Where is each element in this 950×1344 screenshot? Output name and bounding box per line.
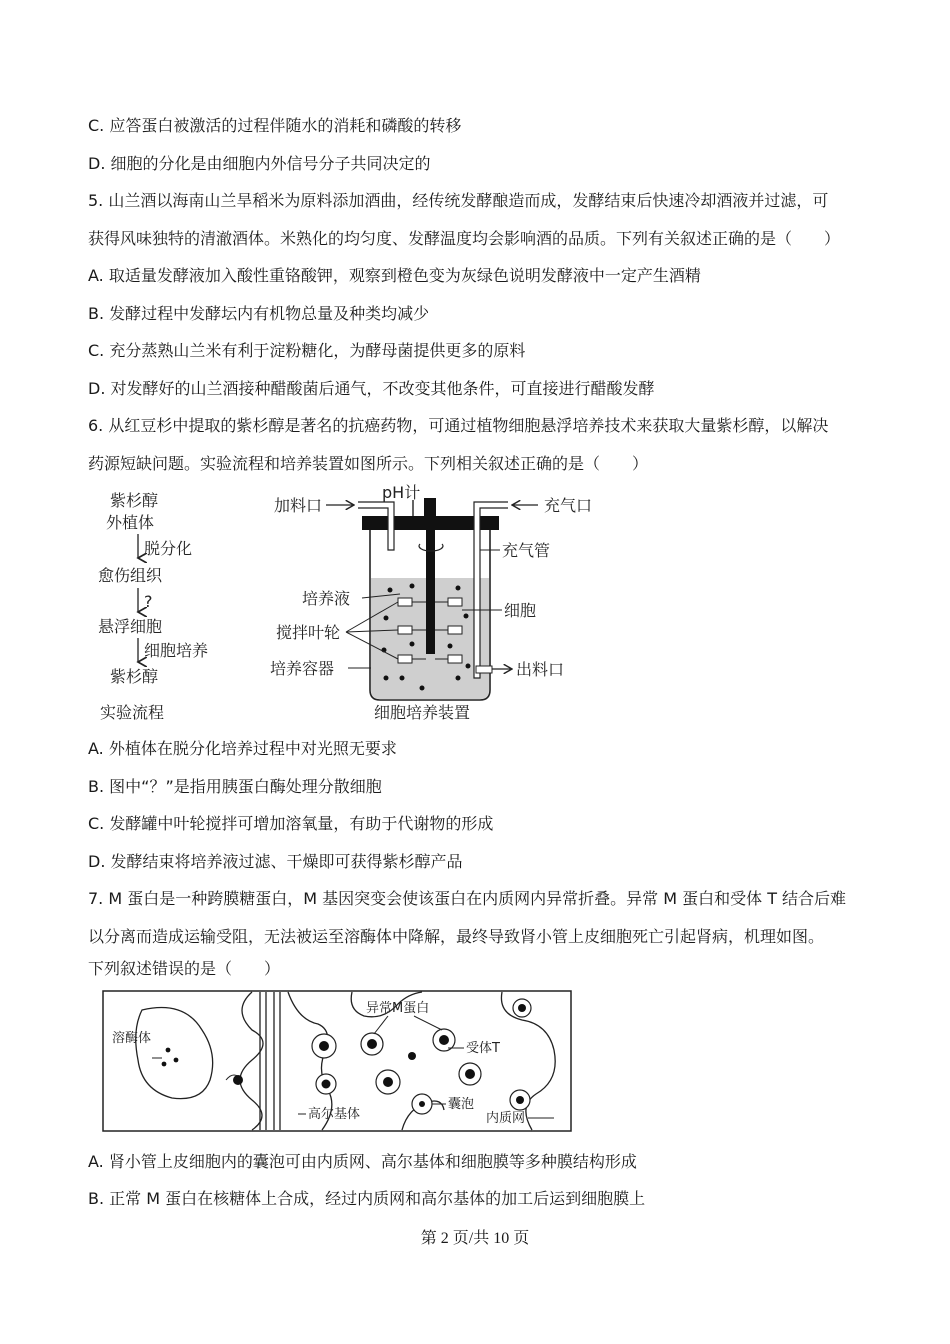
- q7-stem-line1: 7. M 蛋白是一种跨膜糖蛋白，M 基因突变会使该蛋白在内质网内异常折叠。异常 M 蛋白和受体 T 结合后难: [88, 889, 847, 908]
- flow-step-callus: 愈伤组织: [98, 566, 163, 585]
- flow-step-explant-line1: 紫杉醇: [110, 491, 159, 510]
- gas-inlet-label: 充气口: [544, 496, 593, 515]
- flow-step-explant-line2: 外植体: [106, 513, 155, 532]
- receptor-t-label: 受体T: [466, 1041, 500, 1056]
- q5-option-b: B. 发酵过程中发酵坛内有机物总量及种类均减少: [88, 304, 430, 323]
- er-label: 内质网: [486, 1111, 526, 1126]
- flow-arrow-label-cell-culture: 细胞培养: [144, 641, 209, 660]
- q7-option-a: A. 肾小管上皮细胞内的囊泡可由内质网、高尔基体和细胞膜等多种膜结构形成: [88, 1152, 637, 1171]
- page-number-footer: 第 2 页/共 10 页: [420, 1230, 530, 1247]
- gas-tube-label: 充气管: [502, 541, 551, 560]
- flow-arrow-label-question: ?: [144, 592, 153, 611]
- feed-inlet-label: 加料口: [274, 496, 323, 515]
- q4-option-c: C. 应答蛋白被激活的过程伴随水的消耗和磷酸的转移: [88, 116, 462, 135]
- flow-step-taxol: 紫杉醇: [110, 667, 159, 686]
- q5-stem-line1: 5. 山兰酒以海南山兰旱稻米为原料添加酒曲，经传统发酵酿造而成，发酵结束后快速冷却酒液并过滤，可: [88, 191, 829, 210]
- impeller-label: 搅拌叶轮: [276, 623, 341, 642]
- q5-option-d: D. 对发酵好的山兰酒接种醋酸菌后通气，不改变其他条件，可直接进行醋酸发酵: [88, 379, 655, 398]
- ph-meter-label: pH计: [382, 483, 421, 502]
- flow-step-suspension-cells: 悬浮细胞: [98, 617, 163, 636]
- q5-option-a: A. 取适量发酵液加入酸性重铬酸钾，观察到橙色变为灰绿色说明发酵液中一定产生酒精: [88, 266, 701, 285]
- q7-stem-line3: 下列叙述错误的是（ ）: [88, 959, 281, 978]
- vessel-label: 培养容器: [270, 659, 335, 678]
- q7-option-b: B. 正常 M 蛋白在核糖体上合成，经过内质网和高尔基体的加工后运到细胞膜上: [88, 1189, 646, 1208]
- flow-caption: 实验流程: [100, 703, 165, 722]
- flow-arrow-label-dedifferentiation: 脱分化: [144, 539, 193, 558]
- mechanism-diagram: [102, 990, 572, 1132]
- q5-stem-line2: 获得风味独特的清澈酒体。米熟化的均匀度、发酵温度均会影响酒的品质。下列有关叙述正确的是（ ）: [88, 229, 841, 248]
- apparatus-caption: 细胞培养装置: [374, 703, 471, 720]
- outlet-label: 出料口: [516, 660, 565, 679]
- vesicle-label: 囊泡: [448, 1097, 475, 1112]
- golgi-label: 高尔基体: [308, 1107, 361, 1122]
- cell-label: 细胞: [504, 601, 537, 620]
- q5-option-c: C. 充分蒸熟山兰米有利于淀粉糖化，为酵母菌提供更多的原料: [88, 341, 526, 360]
- experiment-flow-diagram: [92, 486, 222, 726]
- lysosome-label: 溶酶体: [112, 1031, 152, 1046]
- q6-option-c: C. 发酵罐中叶轮搅拌可增加溶氧量，有助于代谢物的形成: [88, 814, 494, 833]
- q4-option-d: D. 细胞的分化是由细胞内外信号分子共同决定的: [88, 154, 431, 173]
- q6-option-a: A. 外植体在脱分化培养过程中对光照无要求: [88, 739, 397, 758]
- q6-option-d: D. 发酵结束将培养液过滤、干燥即可获得紫杉醇产品: [88, 852, 463, 871]
- q6-option-b: B. 图中“？”是指用胰蛋白酶处理分散细胞: [88, 777, 382, 796]
- abnormal-m-protein-label: 异常M蛋白: [366, 1001, 430, 1016]
- cell-culture-apparatus-diagram: [262, 478, 607, 720]
- q6-stem-line2: 药源短缺问题。实验流程和培养装置如图所示。下列相关叙述正确的是（ ）: [88, 454, 649, 473]
- q6-stem-line1: 6. 从红豆杉中提取的紫杉醇是著名的抗癌药物，可通过植物细胞悬浮培养技术来获取大量紫杉醇，以解决: [88, 416, 829, 435]
- q7-stem-line2: 以分离而造成运输受阻，无法被运至溶酶体中降解，最终导致肾小管上皮细胞死亡引起肾病，机理如图。: [88, 927, 825, 946]
- medium-label: 培养液: [302, 589, 351, 608]
